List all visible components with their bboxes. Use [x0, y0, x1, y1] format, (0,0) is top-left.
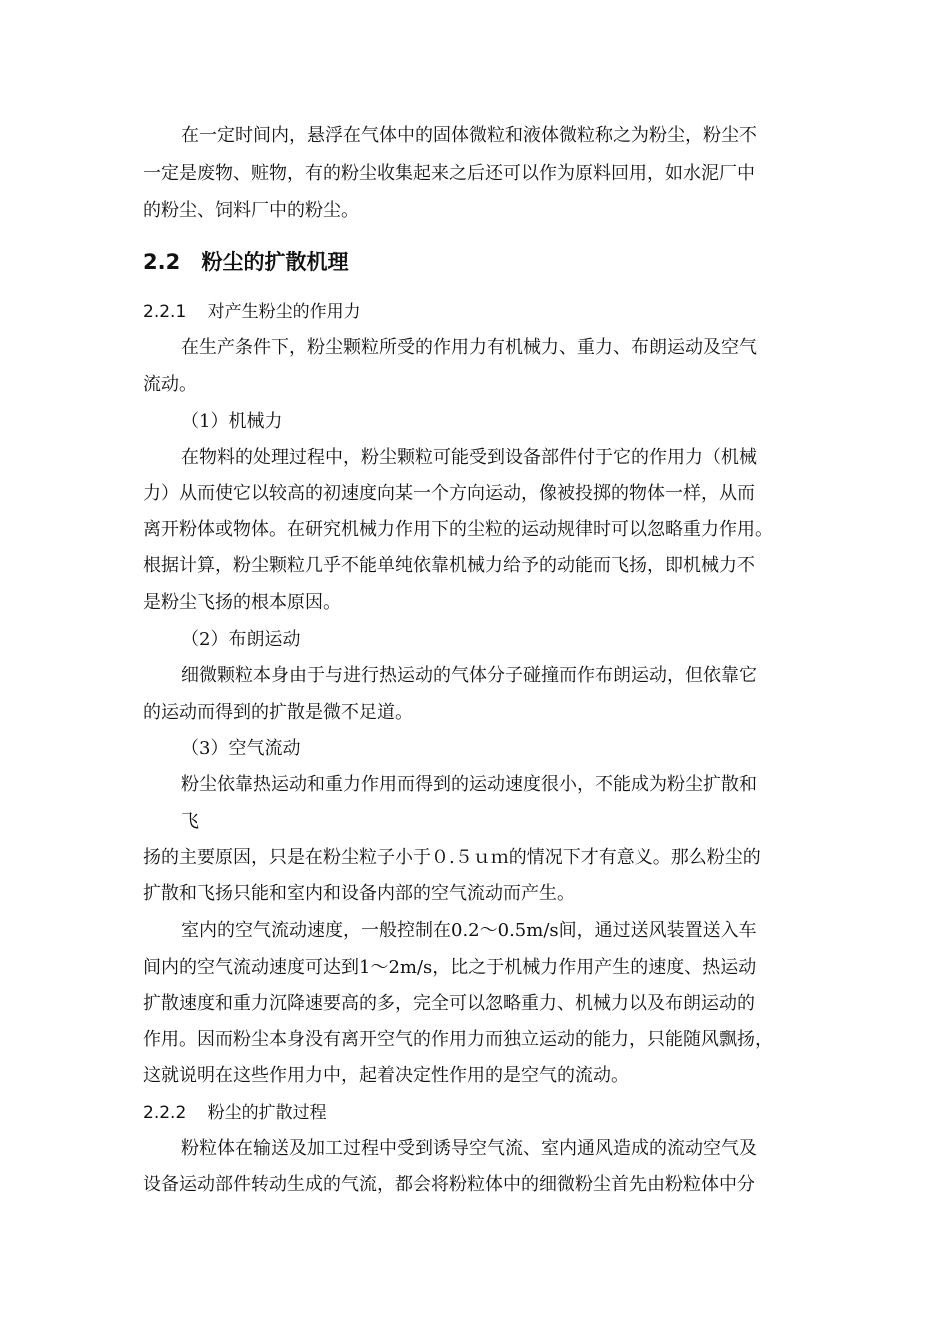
intro-line-1: 在一定时间内，悬浮在气体中的固体微粒和液体微粒称之为粉尘，粉尘不	[181, 125, 757, 146]
paragraph-line: 扬的主要原因，只是在粉尘粒子小于０.５ｕｍ的情况下才有意义。那么粉尘的	[143, 847, 761, 868]
paragraph-line: 的运动而得到的扩散是微不足道。	[143, 702, 413, 723]
section-heading-2-2: 2.2 粉尘的扩散机理	[143, 250, 349, 274]
paragraph-line: 力）从而使它以较高的初速度向某一个方向运动，像被投掷的物体一样，从而	[143, 483, 755, 504]
subsection-heading-2-2-2: 2.2.2 粉尘的扩散过程	[143, 1103, 327, 1123]
paragraph-line: 在生产条件下，粉尘颗粒所受的作用力有机械力、重力、布朗运动及空气	[181, 337, 757, 358]
intro-line-3: 的粉尘、饲料厂中的粉尘。	[143, 200, 359, 221]
paragraph-line: 设备运动部件转动生成的气流，都会将粉粒体中的细微粉尘首先由粉粒体中分	[143, 1174, 755, 1195]
paragraph-line: 在物料的处理过程中，粉尘颗粒可能受到设备部件付于它的作用力（机械	[181, 447, 757, 468]
paragraph-line: 粉尘依靠热运动和重力作用而得到的运动速度很小，不能成为粉尘扩散和	[181, 774, 757, 795]
paragraph-line: 间内的空气流动速度可达到1～2m/s，比之于机械力作用产生的速度、热运动	[143, 957, 757, 978]
list-item-title-2: （2）布朗运动	[181, 629, 301, 650]
paragraph-line: 根据计算，粉尘颗粒几乎不能单纯依靠机械力给予的动能而飞扬，即机械力不	[143, 555, 755, 576]
subsection-heading-2-2-1: 2.2.1 对产生粉尘的作用力	[143, 302, 361, 322]
paragraph-line: 是粉尘飞扬的根本原因。	[143, 592, 341, 613]
paragraph-line: 流动。	[143, 374, 197, 395]
paragraph-line: 作用。因而粉尘本身没有离开空气的作用力而独立运动的能力，只能随风飘扬，	[143, 1029, 773, 1050]
paragraph-line: 扩散速度和重力沉降速要高的多，完全可以忽略重力、机械力以及布朗运动的	[143, 993, 755, 1014]
list-item-title-3: （3）空气流动	[181, 738, 301, 759]
paragraph-line: 粉粒体在输送及加工过程中受到诱导空气流、室内通风造成的流动空气及	[181, 1138, 757, 1159]
paragraph-line: 离开粉体或物体。在研究机械力作用下的尘粒的运动规律时可以忽略重力作用。	[143, 519, 773, 540]
paragraph-line: 飞	[181, 811, 199, 832]
paragraph-line: 细微颗粒本身由于与进行热运动的气体分子碰撞而作布朗运动，但依靠它	[181, 665, 757, 686]
intro-line-2: 一定是废物、赃物，有的粉尘收集起来之后还可以作为原料回用，如水泥厂中	[143, 163, 755, 184]
paragraph-line: 室内的空气流动速度，一般控制在0.2～0.5m/s间，通过送风装置送入车	[181, 920, 757, 941]
list-item-title-1: （1）机械力	[181, 411, 283, 432]
paragraph-line: 扩散和飞扬只能和室内和设备内部的空气流动而产生。	[143, 883, 575, 904]
paragraph-line: 这就说明在这些作用力中，起着决定性作用的是空气的流动。	[143, 1065, 629, 1086]
